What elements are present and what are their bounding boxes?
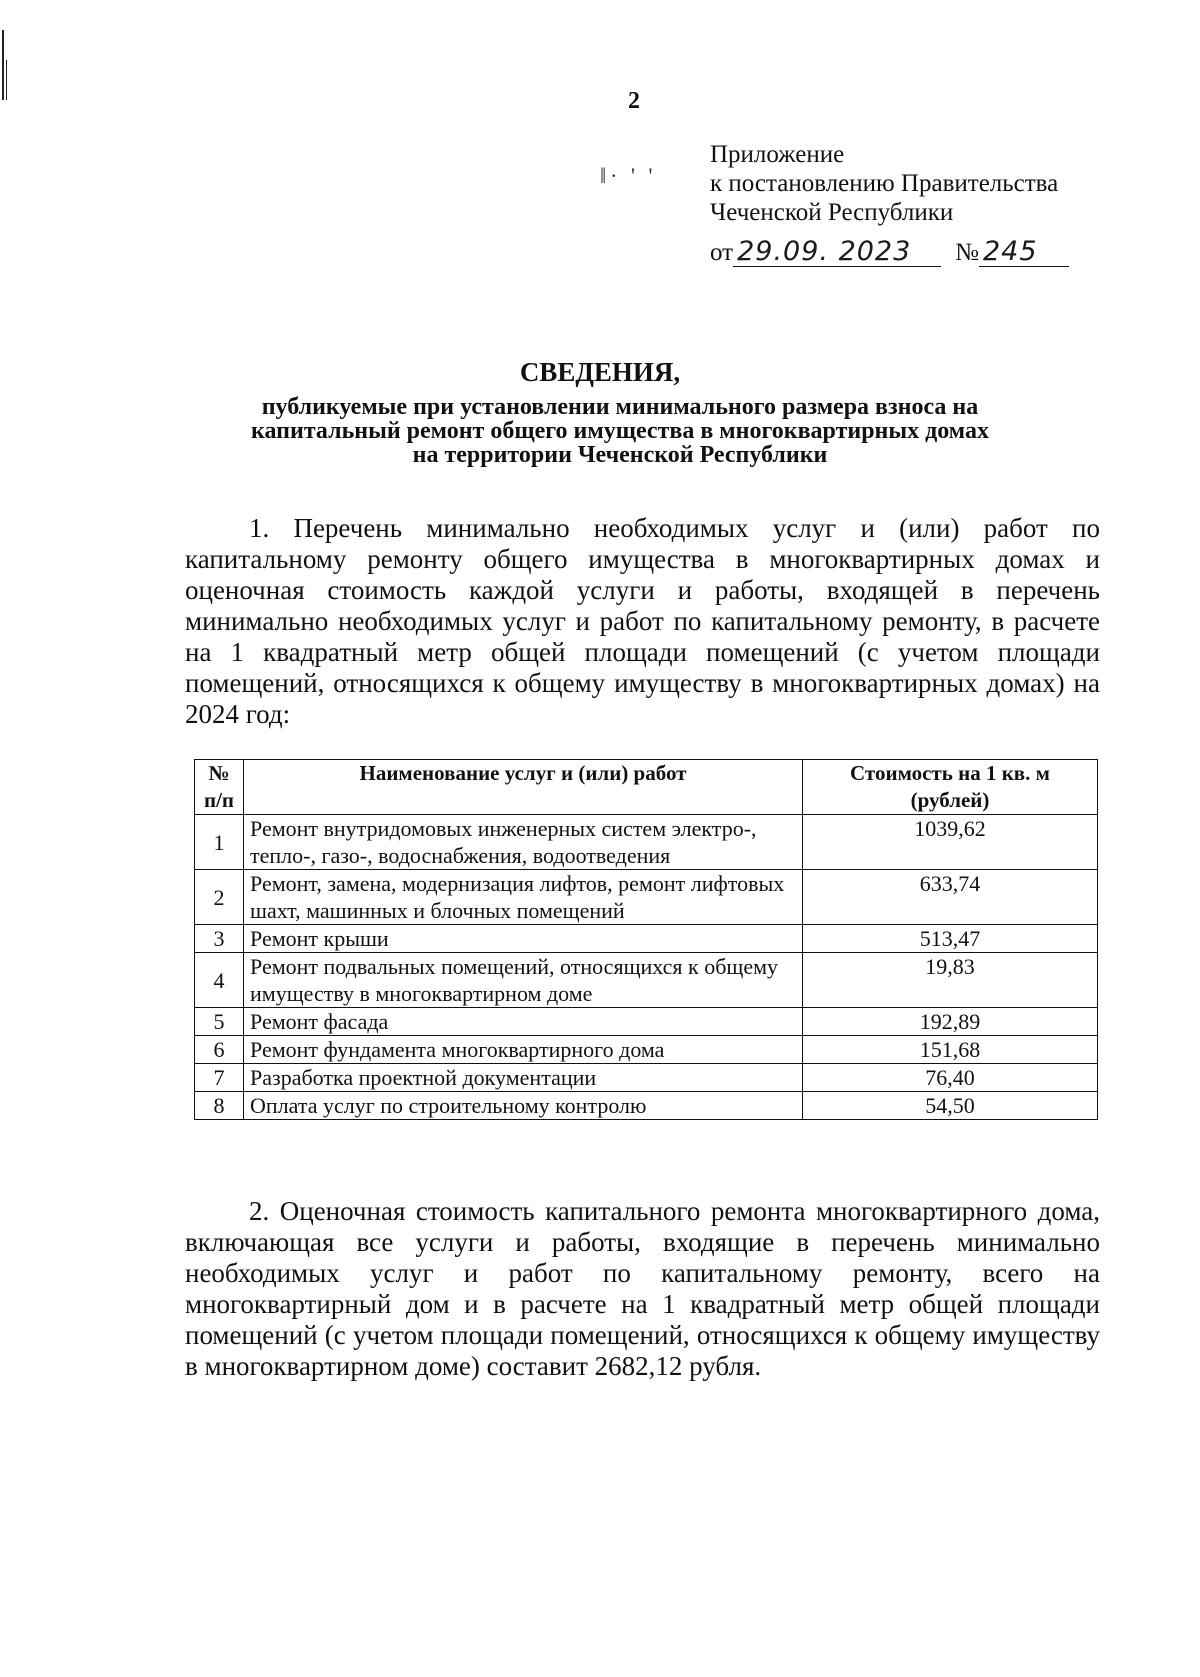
header-cost: Стоимость на 1 кв. м (рублей) (803, 760, 1098, 815)
paragraph-2-text: 2. Оценочная стоимость капитального ремонта многоквартирного дома, включающая все услуги и работы, входящие в перечень минимально необходимых услуг и работ по капитальному ремонту, всего на многоквартирный дом и в расчете на 1 квадратный метр общей площади помещений (с учетом площади помещений, относящихся к общему имуществу в многоквартирном доме) составит 2682,12 рубля. (185, 1196, 1100, 1381)
subtitle-line-2: капитальный ремонт общего имущества в многоквартирных домах (251, 418, 989, 444)
service-cost: 54,50 (803, 1092, 1098, 1120)
service-name: Ремонт подвальных помещений, относящихся к общему имуществу в многоквартирном доме (244, 953, 803, 1008)
table-row (195, 1036, 1098, 1064)
appendix-line-2: к постановлению Правительства (710, 170, 1059, 197)
row-number: 7 (195, 1064, 244, 1092)
paragraph-1-text: 1. Перечень минимально необходимых услуг и (или) работ по капитальному ремонту общего имущества в многоквартирных домах и оценочная стоимость каждой услуги и работы, входящей в перечень минимально необходимых услуг и работ по капитальному ремонту, в расчете на 1 квадратный метр общей площади помещений (с учетом площади помещений, относящихся к общему имуществу в многоквартирных домах) на 2024 год: (185, 513, 1100, 729)
service-name: Оплата услуг по строительному контролю (244, 1092, 803, 1120)
paragraph-2 (185, 1196, 1100, 1382)
appendix-line-3: Чеченской Республики (710, 199, 954, 226)
row-number: 4 (195, 953, 244, 1008)
services-table (194, 759, 1098, 1120)
scan-edge-mark (6, 60, 7, 100)
service-name: Ремонт внутридомовых инженерных систем электро-, тепло-, газо-, водоснабжения, водоотведения (244, 815, 803, 870)
row-number: 8 (195, 1092, 244, 1120)
date-prefix: от (710, 239, 734, 266)
subtitle-line-1: публикуемые при установлении минимального размера взноса на (261, 394, 979, 420)
row-number: 6 (195, 1036, 244, 1064)
header-name: Наименование услуг и (или) работ (244, 760, 803, 815)
row-number: 5 (195, 1008, 244, 1036)
document-title: СВЕДЕНИЯ, (519, 357, 681, 387)
service-name: Ремонт фасада (244, 1008, 803, 1036)
service-cost: 1039,62 (803, 815, 1098, 870)
stamp-marks: ‖· ' ' (600, 163, 657, 188)
service-cost: 633,74 (803, 870, 1098, 925)
handwritten-date: 29.09. 2023 (733, 237, 941, 267)
number-prefix: № (955, 239, 979, 266)
table-row (195, 1008, 1098, 1036)
table-row (195, 815, 1098, 870)
paragraph-1 (185, 513, 1100, 730)
page-number: 2 (628, 88, 640, 114)
service-cost: 513,47 (803, 925, 1098, 953)
table-row (195, 925, 1098, 953)
service-cost: 151,68 (803, 1036, 1098, 1064)
document-subtitle (220, 395, 1020, 467)
scan-edge-mark (2, 30, 4, 100)
service-name: Ремонт фундамента многоквартирного дома (244, 1036, 803, 1064)
row-number: 2 (195, 870, 244, 925)
table-row (195, 1064, 1098, 1092)
appendix-label: Приложение (710, 141, 845, 168)
subtitle-line-3: на территории Чеченской Республики (412, 442, 828, 468)
table-row (195, 953, 1098, 1008)
table-header-row (195, 760, 1098, 815)
header-num: № п/п (195, 760, 244, 815)
row-number: 3 (195, 925, 244, 953)
decree-date-line (710, 237, 1130, 267)
handwritten-number: 245 (979, 237, 1069, 267)
service-name: Ремонт крыши (244, 925, 803, 953)
appendix-block (710, 140, 1130, 267)
service-cost: 192,89 (803, 1008, 1098, 1036)
table-row (195, 870, 1098, 925)
service-cost: 19,83 (803, 953, 1098, 1008)
service-cost: 76,40 (803, 1064, 1098, 1092)
row-number: 1 (195, 815, 244, 870)
service-name: Разработка проектной документации (244, 1064, 803, 1092)
service-name: Ремонт, замена, модернизация лифтов, ремонт лифтовых шахт, машинных и блочных помещений (244, 870, 803, 925)
table-row (195, 1092, 1098, 1120)
